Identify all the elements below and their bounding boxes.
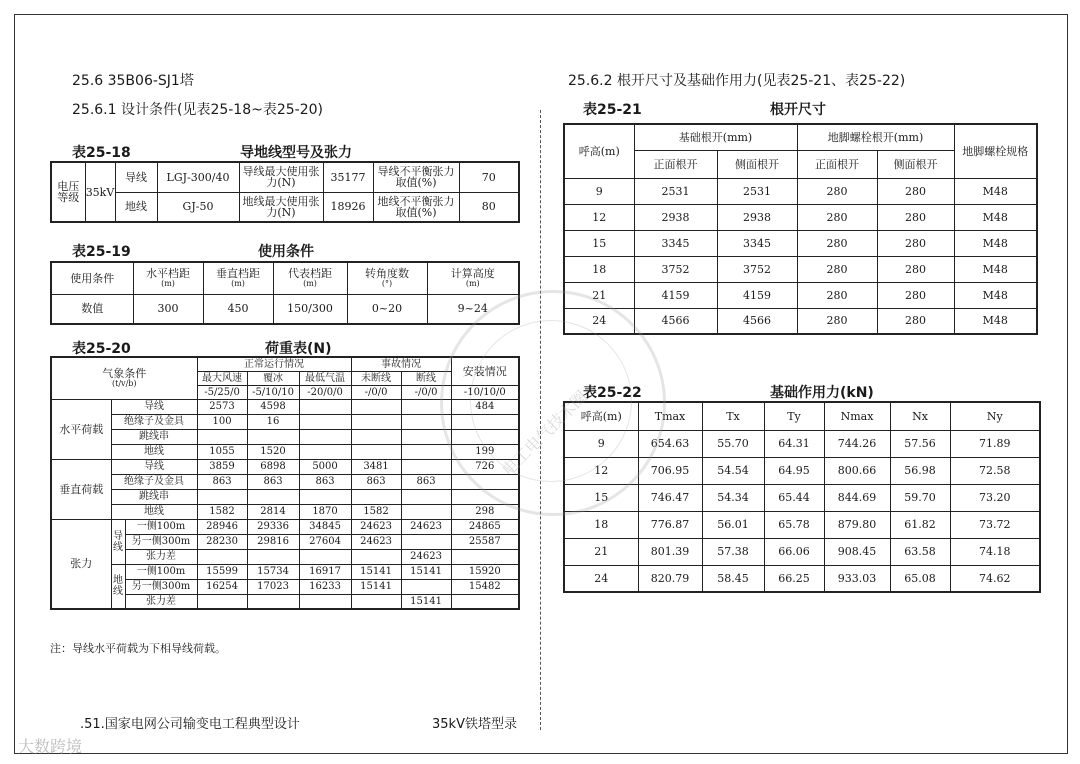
value-cell: 71.89 [950, 430, 1040, 457]
value-cell: 64.31 [764, 430, 824, 457]
header-cell: 侧面根开 [717, 150, 797, 178]
value-cell: 15141 [351, 579, 401, 594]
cell: 450 [203, 294, 273, 324]
value-cell [451, 549, 519, 564]
value-cell: 100 [197, 414, 247, 429]
row-name: 另一侧300m [125, 534, 197, 549]
header-cell: 基础根开(mm) [634, 124, 797, 150]
value-cell: 24 [564, 565, 638, 592]
value-cell: 72.58 [950, 457, 1040, 484]
header-cell: 呼高(m) [564, 402, 638, 430]
value-cell [247, 489, 299, 504]
value-cell: 6898 [247, 459, 299, 474]
table-row [564, 178, 1037, 204]
table-row [564, 511, 1040, 538]
header-cell: 计算高度 (m) [427, 262, 519, 294]
weather-header: 气象条件 (t/v/b) [51, 357, 197, 399]
section-heading: 25.6 35B06-SJ1塔 [72, 73, 194, 89]
value-cell: 29336 [247, 519, 299, 534]
header-cell: 代表档距 (m) [273, 262, 347, 294]
footer-page: .51.国家电网公司输变电工程典型设计 [80, 717, 300, 732]
cell: LGJ-300/40 [157, 162, 239, 192]
table-25-22-number: 表25-22 [583, 385, 642, 401]
value-cell: 66.06 [764, 538, 824, 565]
value-cell [299, 444, 351, 459]
value-cell: 801.39 [638, 538, 702, 565]
value-cell: 2938 [717, 204, 797, 230]
table-25-18-title: 导地线型号及张力 [240, 145, 352, 161]
value-cell: 746.47 [638, 484, 702, 511]
header-cell: Ny [950, 402, 1040, 430]
value-cell: 16917 [299, 564, 351, 579]
value-cell: 3752 [634, 256, 717, 282]
sub-group-label [111, 519, 125, 564]
value-cell: M48 [954, 308, 1037, 334]
header-cell: 水平档距 (m) [133, 262, 203, 294]
value-cell: 15 [564, 230, 634, 256]
param-cell: -20/0/0 [299, 385, 351, 399]
value-cell: 3345 [717, 230, 797, 256]
sub-group-label [111, 564, 125, 609]
row-label: 数值 [51, 294, 133, 324]
value-cell: 61.82 [890, 511, 950, 538]
value-cell [401, 459, 451, 474]
value-cell: 15141 [401, 594, 451, 609]
value-cell: 21 [564, 538, 638, 565]
value-cell [247, 594, 299, 609]
value-cell: 17023 [247, 579, 299, 594]
row-name: 另一侧300m [125, 579, 197, 594]
value-cell: 56.98 [890, 457, 950, 484]
value-cell [299, 489, 351, 504]
cond-cell: 断线 [401, 371, 451, 385]
value-cell: 54.54 [702, 457, 764, 484]
value-cell: 863 [247, 474, 299, 489]
value-cell: 24865 [451, 519, 519, 534]
cell: 导线不平衡张力取值(%) [373, 162, 459, 192]
value-cell: 15734 [247, 564, 299, 579]
value-cell: 12 [564, 204, 634, 230]
value-cell: 280 [877, 204, 954, 230]
table-25-19-number: 表25-19 [72, 244, 131, 260]
value-cell: 908.45 [824, 538, 890, 565]
value-cell: M48 [954, 204, 1037, 230]
value-cell: 28946 [197, 519, 247, 534]
table-row [564, 565, 1040, 592]
value-cell: 863 [299, 474, 351, 489]
value-cell [351, 429, 401, 444]
table-row [564, 230, 1037, 256]
table-25-21 [563, 123, 1038, 335]
value-cell: 12 [564, 457, 638, 484]
value-cell [351, 444, 401, 459]
value-cell: 654.63 [638, 430, 702, 457]
row-name: 地线 [111, 504, 197, 519]
row-name: 跳线串 [111, 429, 197, 444]
value-cell: 65.44 [764, 484, 824, 511]
cell: 地线不平衡张力取值(%) [373, 192, 459, 222]
value-cell: 27604 [299, 534, 351, 549]
value-cell: 15599 [197, 564, 247, 579]
cell: 300 [133, 294, 203, 324]
cell: 35177 [323, 162, 373, 192]
value-cell [401, 489, 451, 504]
row-name: 一侧100m [125, 519, 197, 534]
value-cell: 1582 [197, 504, 247, 519]
value-cell: 65.08 [890, 565, 950, 592]
cond-cell: 最低气温 [299, 371, 351, 385]
value-cell: 24623 [351, 519, 401, 534]
value-cell: 280 [877, 256, 954, 282]
header-cell: 地脚螺栓根开(mm) [797, 124, 954, 150]
value-cell: 16 [247, 414, 299, 429]
group-install: 安装情况 [451, 357, 519, 385]
value-cell: M48 [954, 256, 1037, 282]
cell: 地线最大使用张力(N) [239, 192, 323, 222]
table-25-19 [50, 261, 520, 325]
param-cell: -10/10/0 [451, 385, 519, 399]
table-row [564, 282, 1037, 308]
value-cell [197, 594, 247, 609]
value-cell: 280 [877, 178, 954, 204]
value-cell [351, 399, 401, 414]
value-cell: M48 [954, 178, 1037, 204]
table-row [564, 538, 1040, 565]
value-cell: 24 [564, 308, 634, 334]
cond-cell: 最大风速 [197, 371, 247, 385]
value-cell: 9 [564, 430, 638, 457]
value-cell: 15920 [451, 564, 519, 579]
table-row [564, 484, 1040, 511]
value-cell [351, 594, 401, 609]
value-cell: 24623 [401, 519, 451, 534]
value-cell: 298 [451, 504, 519, 519]
header-cell: Nmax [824, 402, 890, 430]
cell: 70 [459, 162, 519, 192]
row-name: 绝缘子及金具 [111, 474, 197, 489]
value-cell [247, 549, 299, 564]
header-cell: 正面根开 [797, 150, 877, 178]
value-cell: 820.79 [638, 565, 702, 592]
value-cell: 74.18 [950, 538, 1040, 565]
cell: 18926 [323, 192, 373, 222]
value-cell [299, 399, 351, 414]
param-cell: -/0/0 [351, 385, 401, 399]
value-cell: M48 [954, 230, 1037, 256]
value-cell: 54.34 [702, 484, 764, 511]
stamp-inner [470, 320, 632, 482]
value-cell: 800.66 [824, 457, 890, 484]
value-cell: 863 [401, 474, 451, 489]
table-25-21-title: 根开尺寸 [770, 102, 826, 118]
value-cell: 55.70 [702, 430, 764, 457]
value-cell: 18 [564, 511, 638, 538]
value-cell: 2814 [247, 504, 299, 519]
value-cell: 2573 [197, 399, 247, 414]
value-cell [401, 579, 451, 594]
value-cell: 2531 [717, 178, 797, 204]
value-cell: 65.78 [764, 511, 824, 538]
group-label: 水平荷载 [51, 399, 111, 459]
value-cell: 73.72 [950, 511, 1040, 538]
value-cell: 57.56 [890, 430, 950, 457]
value-cell: 64.95 [764, 457, 824, 484]
voltage-value: 35kV [85, 162, 115, 222]
value-cell: 73.20 [950, 484, 1040, 511]
footer-series: 35kV铁塔型录 [432, 717, 517, 732]
value-cell: 280 [797, 308, 877, 334]
value-cell: 1055 [197, 444, 247, 459]
cell: 0~20 [347, 294, 427, 324]
value-cell: 484 [451, 399, 519, 414]
value-cell: 58.45 [702, 565, 764, 592]
cell: GJ-50 [157, 192, 239, 222]
value-cell: 933.03 [824, 565, 890, 592]
table-25-21-number: 表25-21 [583, 102, 642, 118]
watermark-logo: 大数跨境 [18, 737, 83, 756]
value-cell: 5000 [299, 459, 351, 474]
value-cell: M48 [954, 282, 1037, 308]
value-cell [351, 414, 401, 429]
row-name: 一侧100m [125, 564, 197, 579]
cell: 9~24 [427, 294, 519, 324]
table-25-20-number: 表25-20 [72, 341, 131, 357]
value-cell [197, 489, 247, 504]
value-cell [299, 414, 351, 429]
value-cell: 744.26 [824, 430, 890, 457]
value-cell [351, 489, 401, 504]
table-25-18-number: 表25-18 [72, 145, 131, 161]
row-name: 地线 [111, 444, 197, 459]
value-cell: 706.95 [638, 457, 702, 484]
value-cell [401, 504, 451, 519]
value-cell: 280 [797, 230, 877, 256]
cell: 导线最大使用张力(N) [239, 162, 323, 192]
cond-cell: 覆冰 [247, 371, 299, 385]
header-cell: Nx [890, 402, 950, 430]
value-cell: 66.25 [764, 565, 824, 592]
group-normal: 正常运行情况 [197, 357, 351, 371]
voltage-label: 电压等级 [51, 162, 85, 222]
cell: 导线 [115, 162, 157, 192]
value-cell: 18 [564, 256, 634, 282]
header-cell: 呼高(m) [564, 124, 634, 178]
value-cell: 1870 [299, 504, 351, 519]
value-cell: 15141 [351, 564, 401, 579]
value-cell: 9 [564, 178, 634, 204]
value-cell [299, 594, 351, 609]
header-cell: 垂直档距 (m) [203, 262, 273, 294]
value-cell: 4159 [717, 282, 797, 308]
table-note: 注：导线水平荷载为下相导线荷载。 [50, 642, 226, 655]
value-cell: 879.80 [824, 511, 890, 538]
value-cell: 16233 [299, 579, 351, 594]
sub-group-char: 线 [113, 541, 123, 553]
sub-group-char: 线 [113, 586, 123, 598]
table-row [564, 256, 1037, 282]
value-cell: 280 [877, 282, 954, 308]
row-name: 张力差 [125, 549, 197, 564]
value-cell: 15141 [401, 564, 451, 579]
value-cell: 280 [797, 204, 877, 230]
value-cell: 776.87 [638, 511, 702, 538]
value-cell: 1582 [351, 504, 401, 519]
value-cell: 3345 [634, 230, 717, 256]
value-cell: 280 [797, 256, 877, 282]
value-cell: 15482 [451, 579, 519, 594]
value-cell: 863 [197, 474, 247, 489]
param-cell: -5/10/10 [247, 385, 299, 399]
section-subheading: 25.6.1 设计条件(见表25-18~表25-20) [72, 102, 323, 118]
value-cell: 29816 [247, 534, 299, 549]
value-cell: 280 [877, 308, 954, 334]
value-cell: 24623 [351, 534, 401, 549]
table-25-20-title: 荷重表(N) [265, 341, 332, 357]
value-cell: 2938 [634, 204, 717, 230]
header-cell: 转角度数 (°) [347, 262, 427, 294]
value-cell: 16254 [197, 579, 247, 594]
value-cell: 59.70 [890, 484, 950, 511]
value-cell: 21 [564, 282, 634, 308]
value-cell: 34845 [299, 519, 351, 534]
value-cell: 74.62 [950, 565, 1040, 592]
value-cell: 199 [451, 444, 519, 459]
header-cell: Ty [764, 402, 824, 430]
cell: 80 [459, 192, 519, 222]
table-25-19-title: 使用条件 [258, 244, 314, 260]
value-cell: 3859 [197, 459, 247, 474]
value-cell [197, 549, 247, 564]
value-cell: 15 [564, 484, 638, 511]
row-name: 张力差 [125, 594, 197, 609]
header-cell: Tmax [638, 402, 702, 430]
stamp-text: 电工电气技术圈 [498, 386, 591, 480]
header-cell: 侧面根开 [877, 150, 954, 178]
value-cell: 57.38 [702, 538, 764, 565]
row-name: 跳线串 [111, 489, 197, 504]
value-cell: 63.58 [890, 538, 950, 565]
value-cell: 280 [877, 230, 954, 256]
header-cell: 使用条件 [51, 262, 133, 294]
group-label: 张力 [51, 519, 111, 609]
header-cell: 正面根开 [634, 150, 717, 178]
header-cell: Tx [702, 402, 764, 430]
value-cell: 28230 [197, 534, 247, 549]
param-cell: -/0/0 [401, 385, 451, 399]
row-name: 导线 [111, 459, 197, 474]
sub-group-char: 地 [113, 575, 123, 587]
group-accident: 事故情况 [351, 357, 451, 371]
value-cell: 280 [797, 282, 877, 308]
value-cell [247, 429, 299, 444]
value-cell: 56.01 [702, 511, 764, 538]
value-cell: 4566 [634, 308, 717, 334]
value-cell [451, 594, 519, 609]
value-cell [299, 549, 351, 564]
value-cell [401, 444, 451, 459]
value-cell: 3752 [717, 256, 797, 282]
param-cell: -5/25/0 [197, 385, 247, 399]
table-25-22-title: 基础作用力(kN) [770, 385, 874, 401]
cond-cell: 未断线 [351, 371, 401, 385]
value-cell: 1520 [247, 444, 299, 459]
value-cell: 3481 [351, 459, 401, 474]
value-cell: 4598 [247, 399, 299, 414]
value-cell: 2531 [634, 178, 717, 204]
cell: 150/300 [273, 294, 347, 324]
value-cell: 863 [351, 474, 401, 489]
value-cell: 24623 [401, 549, 451, 564]
value-cell: 280 [797, 178, 877, 204]
table-25-18 [50, 161, 520, 223]
group-label: 垂直荷载 [51, 459, 111, 519]
value-cell [401, 534, 451, 549]
value-cell [351, 549, 401, 564]
sub-group-char: 导 [113, 530, 123, 542]
value-cell: 4566 [717, 308, 797, 334]
row-name: 导线 [111, 399, 197, 414]
value-cell: 844.69 [824, 484, 890, 511]
row-name: 绝缘子及金具 [111, 414, 197, 429]
value-cell [299, 429, 351, 444]
value-cell [197, 429, 247, 444]
cell: 地线 [115, 192, 157, 222]
value-cell: 25587 [451, 534, 519, 549]
header-cell: 地脚螺栓规格 [954, 124, 1037, 178]
value-cell: 726 [451, 459, 519, 474]
section-heading-right: 25.6.2 根开尺寸及基础作用力(见表25-21、表25-22) [568, 73, 906, 89]
table-row [564, 204, 1037, 230]
value-cell: 4159 [634, 282, 717, 308]
